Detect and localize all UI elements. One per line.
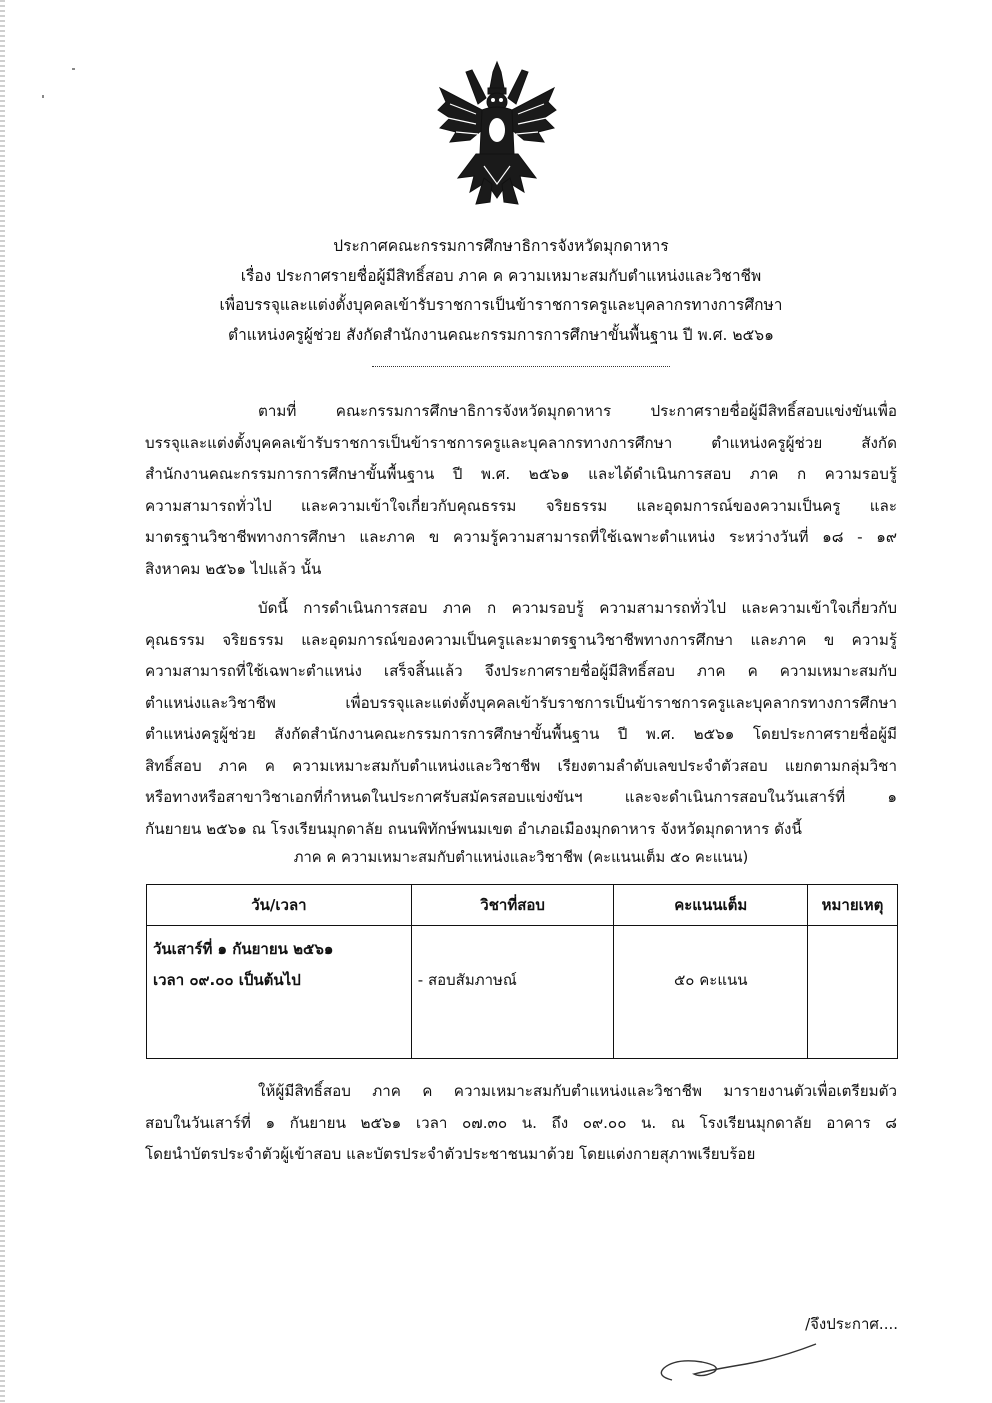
heading-issuer: ประกาศคณะกรรมการศึกษาธิการจังหวัดมุกดาหาร — [333, 237, 669, 255]
paragraph-line: สิทธิ์สอบ ภาค ค ความเหมาะสมกับตำแหน่งและวิชาชีพ เรียงตามลำดับเลขประจำตัวสอบ แยกตามกลุ่มวิชา — [145, 756, 897, 775]
paragraph-line: หรือทางหรือสาขาวิชาเอกที่กำหนดในประกาศรับสมัครสอบแข่งขันฯ และจะดำเนินการสอบในวันเสาร์ที่ ๑ — [145, 788, 897, 806]
column-header-full-score: คะแนนเต็ม — [614, 885, 808, 926]
paragraph-background — [145, 396, 897, 585]
dotted-divider — [372, 366, 670, 367]
scan-speck — [72, 68, 75, 70]
paragraph-line: ตำแหน่งและวิชาชีพ เพื่อบรรจุและแต่งตั้งบุคคลเข้ารับราชการเป็นข้าราชการครูและบุคลากรทางการศึกษา — [145, 693, 897, 712]
column-header-subject: วิชาที่สอบ — [411, 885, 614, 926]
table-row — [147, 926, 898, 1059]
paragraph-line: สอบในวันเสาร์ที่ ๑ กันยายน ๒๕๖๑ เวลา ๐๗.๓๐ น. ถึง ๐๙.๐๐ น. ณ โรงเรียนมุกดาลัย อาคาร ๘ — [145, 1113, 897, 1132]
paragraph-line: มาตรฐานวิชาชีพทางการศึกษา และภาค ข ความรู้ความสามารถที่ใช้เฉพาะตำแหน่ง ระหว่างวันที่ ๑๘ - ๑๙ — [145, 528, 897, 546]
cell-subject — [411, 926, 614, 1059]
paragraph-line: กันยายน ๒๕๖๑ ณ โรงเรียนมุกดาลัย ถนนพิทักษ์พนมเขต อำเภอเมืองมุกดาหาร จังหวัดมุกดาหาร ดังนี้ — [145, 819, 802, 838]
column-header-remark: หมายเหตุ — [808, 885, 898, 926]
cell-remark — [808, 926, 898, 1059]
paragraph-line: บรรจุและแต่งตั้งบุคคลเข้ารับราชการเป็นข้าราชการครูและบุคลากรทางการศึกษา ตำแหน่งครูผู้ช่วย สังกัด — [145, 433, 897, 452]
exam-subject: - สอบสัมภาษณ์ — [417, 971, 517, 989]
paragraph-line: สำนักงานคณะกรรมการการศึกษาขั้นพื้นฐาน ปี พ.ศ. ๒๕๖๑ และได้ดำเนินการสอบ ภาค ก ความรอบรู้ — [145, 465, 897, 483]
paragraph-line: โดยนำบัตรประจำตัวผู้เข้าสอบ และบัตรประจำตัวประชาชนมาด้วย โดยแต่งกายสุภาพเรียบร้อย — [145, 1145, 756, 1163]
exam-score: ๕๐ คะแนน — [673, 971, 748, 989]
paragraph-instructions — [145, 1076, 897, 1171]
paragraph-line: คุณธรรม จริยธรรม และอุดมการณ์ของความเป็นครูและมาตรฐานวิชาชีพทางการศึกษา และภาค ข ความรู้ — [145, 630, 897, 649]
table-header-row — [147, 885, 898, 926]
paragraph-line: ความสามารถที่ใช้เฉพาะตำแหน่ง เสร็จสิ้นแล้ว จึงประกาศรายชื่อผู้มีสิทธิ์สอบ ภาค ค ความเหมาะสมกับ — [145, 662, 897, 680]
paragraph-line: บัดนี้ การดำเนินการสอบ ภาค ก ความรอบรู้ ความสามารถทั่วไป และความเข้าใจเกี่ยวกับ — [258, 599, 897, 617]
paragraph-line: สิงหาคม ๒๕๖๑ ไปแล้ว นั้น — [145, 559, 322, 578]
signature-mark — [650, 1340, 820, 1390]
continuation-note: /จึงประกาศ.... — [805, 1315, 898, 1333]
announcement-heading — [140, 232, 862, 350]
cell-full-score — [614, 926, 808, 1059]
table-caption: ภาค ค ความเหมาะสมกับตำแหน่งและวิชาชีพ (คะแนนเต็ม ๕๐ คะแนน) — [293, 849, 749, 866]
paragraph-line: ความสามารถทั่วไป และความเข้าใจเกี่ยวกับคุณธรรม จริยธรรม และอุดมการณ์ของความเป็นครู และ — [145, 496, 897, 515]
heading-purpose: เพื่อบรรจุและแต่งตั้งบุคคลเข้ารับราชการเป็นข้าราชการครูและบุคลากรทางการศึกษา — [219, 296, 783, 314]
paragraph-line: ตามที่ คณะกรรมการศึกษาธิการจังหวัดมุกดาหาร ประกาศรายชื่อผู้มีสิทธิ์สอบแข่งขันเพื่อ — [258, 402, 897, 420]
heading-subject: เรื่อง ประกาศรายชื่อผู้มีสิทธิ์สอบ ภาค ค ความเหมาะสมกับตำแหน่งและวิชาชีพ — [240, 266, 762, 285]
garuda-emblem-icon — [436, 58, 558, 210]
column-header-datetime: วัน/เวลา — [147, 885, 412, 926]
exam-date: วันเสาร์ที่ ๑ กันยายน ๒๕๖๑ — [153, 940, 334, 958]
paragraph-line: ให้ผู้มีสิทธิ์สอบ ภาค ค ความเหมาะสมกับตำแหน่งและวิชาชีพ มารายงานตัวเพื่อเตรียมตัว — [258, 1082, 897, 1100]
heading-position: ตำแหน่งครูผู้ช่วย สังกัดสำนักงานคณะกรรมการการศึกษาขั้นพื้นฐาน ปี พ.ศ. ๒๕๖๑ — [228, 325, 774, 344]
exam-time: เวลา ๐๙.๐๐ เป็นต้นไป — [153, 971, 301, 989]
scan-edge — [0, 0, 5, 1403]
exam-schedule-table — [146, 884, 898, 1059]
cell-datetime — [147, 926, 412, 1059]
paragraph-line: ตำแหน่งครูผู้ช่วย สังกัดสำนักงานคณะกรรมการการศึกษาขั้นพื้นฐาน ปี พ.ศ. ๒๕๖๑ โดยประกาศรายชื่อผู้มี — [145, 725, 897, 743]
scan-speck — [42, 95, 44, 98]
paragraph-announcement — [145, 593, 897, 845]
